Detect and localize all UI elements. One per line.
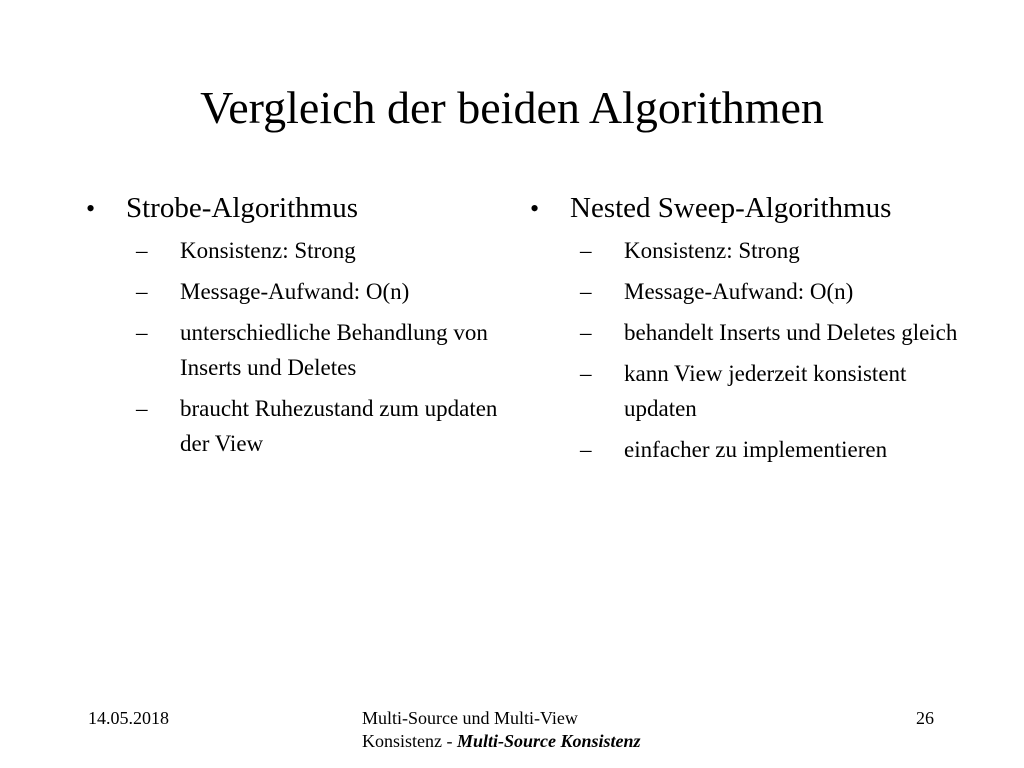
dash-icon: – — [580, 320, 592, 345]
bullet-icon: • — [86, 194, 96, 223]
dash-icon: – — [580, 361, 592, 386]
footer-title — [362, 707, 641, 753]
right-column — [530, 190, 970, 473]
list-item-text: kann View jederzeit konsistent updaten — [624, 361, 907, 421]
slide-title: Vergleich der beiden Algorithmen — [200, 82, 824, 133]
footer-date: 14.05.2018 — [88, 708, 169, 728]
bullet-heading-text: Strobe-Algorithmus — [126, 192, 358, 224]
page-number: 26 — [916, 708, 934, 728]
sub-list — [86, 233, 506, 461]
dash-icon: – — [136, 396, 148, 421]
bullet-heading — [530, 190, 970, 227]
footer-title-prefix: Konsistenz - — [362, 731, 457, 751]
list-item-text: Message-Aufwand: O(n) — [180, 279, 410, 304]
bullet-icon: • — [530, 194, 540, 223]
list-item — [86, 315, 506, 385]
list-item — [86, 391, 506, 461]
list-item-text: Konsistenz: Strong — [180, 238, 356, 263]
bullet-heading — [86, 190, 506, 227]
list-item-text: unterschiedliche Behandlung von Inserts und Deletes — [180, 320, 488, 380]
list-item — [530, 315, 970, 350]
list-item-text: Message-Aufwand: O(n) — [624, 279, 854, 304]
list-item-text: behandelt Inserts und Deletes gleich — [624, 320, 958, 345]
dash-icon: – — [580, 437, 592, 462]
list-item — [86, 274, 506, 309]
dash-icon: – — [580, 279, 592, 304]
list-item-text: braucht Ruhezustand zum updaten der View — [180, 396, 498, 456]
footer-title-italic: Multi-Source Konsistenz — [456, 731, 641, 751]
list-item — [86, 233, 506, 268]
dash-icon: – — [580, 238, 592, 263]
dash-icon: – — [136, 320, 148, 345]
dash-icon: – — [136, 279, 148, 304]
list-item — [530, 432, 970, 467]
sub-list — [530, 233, 970, 467]
list-item-text: einfacher zu implementieren — [624, 437, 888, 462]
list-item — [530, 233, 970, 268]
left-column — [86, 190, 506, 467]
footer-title-line1: Multi-Source und Multi-View — [362, 708, 578, 728]
bullet-heading-text: Nested Sweep-Algorithmus — [570, 192, 892, 224]
list-item — [530, 274, 970, 309]
dash-icon: – — [136, 238, 148, 263]
list-item-text: Konsistenz: Strong — [624, 238, 800, 263]
list-item — [530, 356, 970, 426]
footer-title-line2 — [362, 730, 641, 753]
